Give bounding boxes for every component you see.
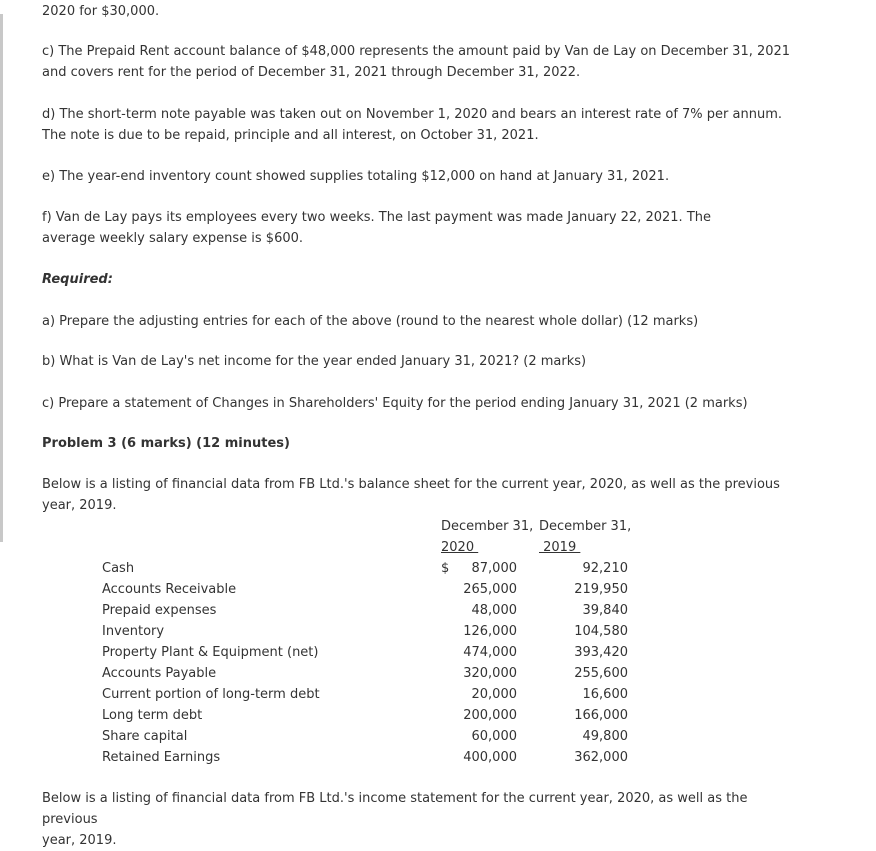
value-2019: 219,950 xyxy=(574,582,628,597)
row-label: Accounts Payable xyxy=(102,666,217,681)
value-2020: 265,000 xyxy=(463,582,517,597)
text-line: and covers rent for the period of December 31, 2021 through December 31, 2022. xyxy=(42,65,581,80)
table-row xyxy=(0,663,700,684)
value-2019: 362,000 xyxy=(574,750,628,765)
table-row xyxy=(0,726,700,747)
table-row xyxy=(0,642,700,663)
text-line: c) The Prepaid Rent account balance of $48,000 represents the amount paid by Van de Lay on December 31, 2021 xyxy=(42,44,791,59)
value-2020: 48,000 xyxy=(471,603,517,618)
table-row xyxy=(0,558,700,579)
scroll-indicator xyxy=(0,14,3,542)
header-2020 xyxy=(441,516,533,558)
text-line: f) Van de Lay pays its employees every two weeks. The last payment was made January 22, 2021. The xyxy=(42,210,711,225)
table-row xyxy=(0,579,700,600)
value-2020: 20,000 xyxy=(471,687,517,702)
value-2020: 320,000 xyxy=(463,666,517,681)
value-2020: 126,000 xyxy=(463,624,517,639)
value-2019: 39,840 xyxy=(582,603,628,618)
header-2019 xyxy=(539,516,631,558)
value-2020: 60,000 xyxy=(471,729,517,744)
currency-symbol: $ xyxy=(441,561,450,576)
requirement-c: c) Prepare a statement of Changes in Shareholders' Equity for the period ending January 31, 2021 (2 marks) xyxy=(42,396,748,411)
value-2019: 16,600 xyxy=(582,687,628,702)
value-2020: 200,000 xyxy=(463,708,517,723)
value-2019: 92,210 xyxy=(582,561,628,576)
text-line: year, 2019. xyxy=(42,833,117,848)
text-line: Below is a listing of financial data from FB Ltd.'s income statement for the current year, 2020, as well as the previous xyxy=(42,791,748,827)
value-2019: 49,800 xyxy=(582,729,628,744)
requirement-a: a) Prepare the adjusting entries for each of the above (round to the nearest whole dollar) (12 marks) xyxy=(42,314,699,329)
value-2019: 104,580 xyxy=(574,624,628,639)
paragraph-d xyxy=(42,104,802,146)
text-line: Below is a listing of financial data from FB Ltd.'s balance sheet for the current year, 2020, as well as the previous xyxy=(42,477,780,492)
text-line: year, 2019. xyxy=(42,498,117,513)
header-year: 2020 xyxy=(441,540,479,555)
paragraph-e: e) The year-end inventory count showed supplies totaling $12,000 on hand at January 31, 2021. xyxy=(42,169,670,184)
paragraph-f xyxy=(42,207,802,249)
value-2020: 400,000 xyxy=(463,750,517,765)
table-row xyxy=(0,705,700,726)
balance-sheet-intro xyxy=(42,474,802,516)
header-line: December 31, xyxy=(539,519,632,534)
row-label: Long term debt xyxy=(102,708,203,723)
row-label: Share capital xyxy=(102,729,188,744)
problem-3-heading: Problem 3 (6 marks) (12 minutes) xyxy=(42,436,290,451)
text-line: 2020 for $30,000. xyxy=(42,4,160,19)
income-statement-intro xyxy=(42,788,802,851)
row-label: Retained Earnings xyxy=(102,750,221,765)
value-2019: 166,000 xyxy=(574,708,628,723)
row-label: Current portion of long-term debt xyxy=(102,687,320,702)
header-line: December 31, xyxy=(441,519,534,534)
header-year: 2019 xyxy=(539,540,581,555)
text-line: d) The short-term note payable was taken out on November 1, 2020 and bears an interest rate of 7% per annum. xyxy=(42,107,782,122)
value-2020: 87,000 xyxy=(471,561,517,576)
table-row xyxy=(0,621,700,642)
table-row xyxy=(0,747,700,768)
value-2019: 393,420 xyxy=(574,645,628,660)
text-line: The note is due to be repaid, principle and all interest, on October 31, 2021. xyxy=(42,128,539,143)
row-label: Cash xyxy=(102,561,135,576)
row-label: Prepaid expenses xyxy=(102,603,217,618)
requirement-b: b) What is Van de Lay's net income for the year ended January 31, 2021? (2 marks) xyxy=(42,354,587,369)
row-label: Inventory xyxy=(102,624,165,639)
row-label: Property Plant & Equipment (net) xyxy=(102,645,319,660)
table-row xyxy=(0,684,700,705)
value-2020: 474,000 xyxy=(463,645,517,660)
table-row xyxy=(0,600,700,621)
text-line: average weekly salary expense is $600. xyxy=(42,231,304,246)
row-label: Accounts Receivable xyxy=(102,582,237,597)
paragraph-c xyxy=(42,41,802,83)
required-heading: Required: xyxy=(42,272,113,287)
value-2019: 255,600 xyxy=(574,666,628,681)
